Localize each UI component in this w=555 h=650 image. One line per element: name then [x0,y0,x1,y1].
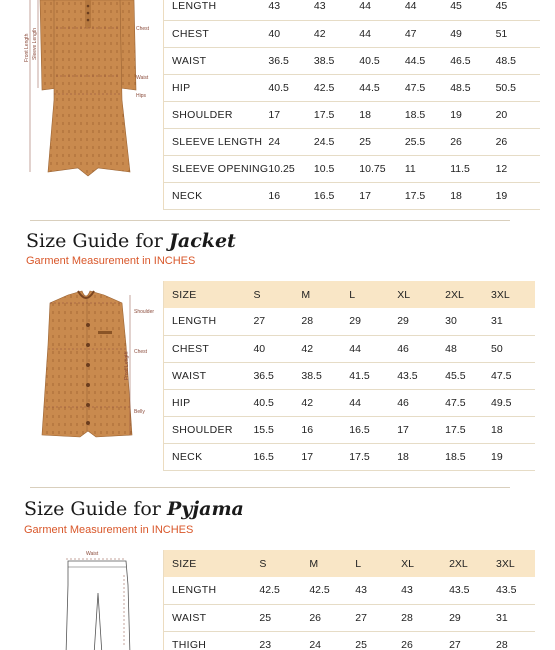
pyjama-figure [50,545,140,650]
jacket-title [26,230,236,252]
cell-value: 10.5 [314,155,359,182]
cell-value: 16.5 [349,416,397,443]
cell-value: 23 [259,631,309,650]
cell-value: 47.5 [405,74,450,101]
header-size-m: M [309,550,355,577]
kurta-label-hips: Hips [136,93,147,99]
table-row [164,362,536,389]
table-row [164,74,541,101]
header-size-2xl: 2XL [449,550,496,577]
cell-value: 50 [491,335,535,362]
table-row [164,155,541,182]
kurta-label-waist: Waist [136,75,149,81]
cell-value: 47 [405,20,450,47]
cell-value: 48.5 [496,47,540,74]
row-label: CHEST [164,20,269,47]
cell-value: 15.5 [253,416,301,443]
cell-value: 16.5 [253,443,301,470]
cell-value: 19 [491,443,535,470]
row-label: THIGH [164,631,260,650]
pyjama-header-row [164,550,536,577]
cell-value: 10.25 [268,155,314,182]
jacket-label-belly: Belly [134,409,145,415]
jacket-size-table [163,281,535,471]
cell-value: 10.75 [359,155,405,182]
row-label: SLEEVE OPENING [164,155,269,182]
row-label: LENGTH [164,308,254,335]
header-size-label: SIZE [164,550,260,577]
jacket-figure [26,285,161,445]
table-row [164,101,541,128]
cell-value: 44 [359,20,405,47]
cell-value: 50.5 [496,74,540,101]
cell-value: 18 [359,101,405,128]
cell-value: 24.5 [314,128,359,155]
cell-value: 25.5 [405,128,450,155]
table-row [164,128,541,155]
cell-value: 40 [268,20,314,47]
cell-value: 40.5 [253,389,301,416]
cell-value: 19 [496,182,540,209]
table-row [164,604,536,631]
cell-value: 40.5 [268,74,314,101]
row-label: CHEST [164,335,254,362]
jacket-header-row [164,281,536,308]
jacket-title-item: Jacket [168,230,236,252]
cell-value: 48 [445,335,491,362]
row-label: SLEEVE LENGTH [164,128,269,155]
cell-value: 17 [397,416,445,443]
header-size-2xl: 2XL [445,281,491,308]
row-label: LENGTH [164,577,260,604]
header-size-xl: XL [397,281,445,308]
jacket-subtitle: Garment Measurement in INCHES [26,255,196,267]
cell-value: 44 [349,335,397,362]
cell-value: 29 [349,308,397,335]
table-row [164,20,541,47]
cell-value: 26 [450,128,495,155]
cell-value: 38.5 [314,47,359,74]
cell-value: 27 [253,308,301,335]
cell-value: 16 [268,182,314,209]
header-size-m: M [301,281,349,308]
table-row [164,631,536,650]
cell-value: 17.5 [314,101,359,128]
cell-value: 25 [355,631,401,650]
cell-value: 48.5 [450,74,495,101]
table-row [164,443,536,470]
cell-value: 11 [405,155,450,182]
cell-value: 49.5 [491,389,535,416]
jacket-label-chest: Chest [134,349,148,355]
pyjama-subtitle: Garment Measurement in INCHES [24,524,194,536]
cell-value: 44 [405,0,450,20]
cell-value: 28 [301,308,349,335]
cell-value: 44 [359,0,405,20]
divider-1 [30,220,510,221]
pyjama-label-waist: Waist [86,551,99,557]
cell-value: 17.5 [445,416,491,443]
header-size-s: S [259,550,309,577]
row-label: NECK [164,182,269,209]
cell-value: 29 [449,604,496,631]
kurta-label-chest: Chest [136,26,150,32]
table-row [164,335,536,362]
cell-value: 43 [268,0,314,20]
row-label: SHOULDER [164,101,269,128]
cell-value: 44.5 [359,74,405,101]
cell-value: 17 [359,182,405,209]
cell-value: 41.5 [349,362,397,389]
cell-value: 45.5 [445,362,491,389]
cell-value: 17 [301,443,349,470]
cell-value: 47.5 [491,362,535,389]
table-row [164,308,536,335]
cell-value: 47.5 [445,389,491,416]
cell-value: 42 [314,20,359,47]
cell-value: 43 [314,0,359,20]
kurta-label-sleeve-length: Sleeve Length [32,28,38,60]
cell-value: 17.5 [349,443,397,470]
row-label: SHOULDER [164,416,254,443]
row-label: HIP [164,389,254,416]
row-label: WAIST [164,604,260,631]
cell-value: 40.5 [359,47,405,74]
header-size-l: L [355,550,401,577]
cell-value: 18 [450,182,495,209]
cell-value: 42.5 [259,577,309,604]
cell-value: 26 [309,604,355,631]
cell-value: 17 [268,101,314,128]
cell-value: 40 [253,335,301,362]
table-row [164,389,536,416]
cell-value: 24 [268,128,314,155]
cell-value: 25 [359,128,405,155]
cell-value: 42.5 [314,74,359,101]
table-row [164,182,541,209]
cell-value: 38.5 [301,362,349,389]
cell-value: 25 [259,604,309,631]
row-label: LENGTH [164,0,269,20]
cell-value: 36.5 [253,362,301,389]
cell-value: 12 [496,155,540,182]
cell-value: 44 [349,389,397,416]
cell-value: 43.5 [449,577,496,604]
cell-value: 51 [496,20,540,47]
table-row [164,47,541,74]
row-label: HIP [164,74,269,101]
cell-value: 27 [449,631,496,650]
cell-value: 16 [301,416,349,443]
cell-value: 45 [496,0,540,20]
header-size-xl: XL [401,550,449,577]
cell-value: 18 [397,443,445,470]
cell-value: 24 [309,631,355,650]
cell-value: 42.5 [309,577,355,604]
cell-value: 28 [401,604,449,631]
row-label: WAIST [164,362,254,389]
jacket-label-shoulder: Shoulder [134,309,155,315]
cell-value: 20 [496,101,540,128]
kurta-figure [18,0,158,180]
header-size-3xl: 3XL [496,550,535,577]
cell-value: 46 [397,335,445,362]
cell-value: 11.5 [450,155,495,182]
cell-value: 43.5 [496,577,535,604]
cell-value: 36.5 [268,47,314,74]
cell-value: 18.5 [405,101,450,128]
cell-value: 43.5 [397,362,445,389]
pyjama-title-item: Pyjama [166,498,244,520]
divider-2 [30,487,510,488]
header-size-3xl: 3XL [491,281,535,308]
pyjama-title [24,498,244,520]
cell-value: 28 [496,631,535,650]
header-size-l: L [349,281,397,308]
pyjama-size-table [163,550,535,650]
table-row [164,0,541,20]
cell-value: 17.5 [405,182,450,209]
cell-value: 31 [496,604,535,631]
row-label: WAIST [164,47,269,74]
cell-value: 27 [355,604,401,631]
pyjama-title-prefix: Size Guide for [24,498,161,520]
cell-value: 43 [401,577,449,604]
cell-value: 46.5 [450,47,495,74]
kurta-size-table [163,0,540,210]
table-row [164,416,536,443]
cell-value: 29 [397,308,445,335]
header-size-label: SIZE [164,281,254,308]
cell-value: 18 [491,416,535,443]
cell-value: 30 [445,308,491,335]
kurta-label-front-length: Front Length [24,33,30,62]
cell-value: 44.5 [405,47,450,74]
cell-value: 26 [496,128,540,155]
cell-value: 42 [301,389,349,416]
cell-value: 31 [491,308,535,335]
header-size-s: S [253,281,301,308]
cell-value: 45 [450,0,495,20]
cell-value: 42 [301,335,349,362]
jacket-label-front-length: Front Length [124,351,130,380]
cell-value: 43 [355,577,401,604]
cell-value: 49 [450,20,495,47]
cell-value: 16.5 [314,182,359,209]
jacket-title-prefix: Size Guide for [26,230,163,252]
cell-value: 26 [401,631,449,650]
cell-value: 18.5 [445,443,491,470]
table-row [164,577,536,604]
row-label: NECK [164,443,254,470]
cell-value: 46 [397,389,445,416]
cell-value: 19 [450,101,495,128]
